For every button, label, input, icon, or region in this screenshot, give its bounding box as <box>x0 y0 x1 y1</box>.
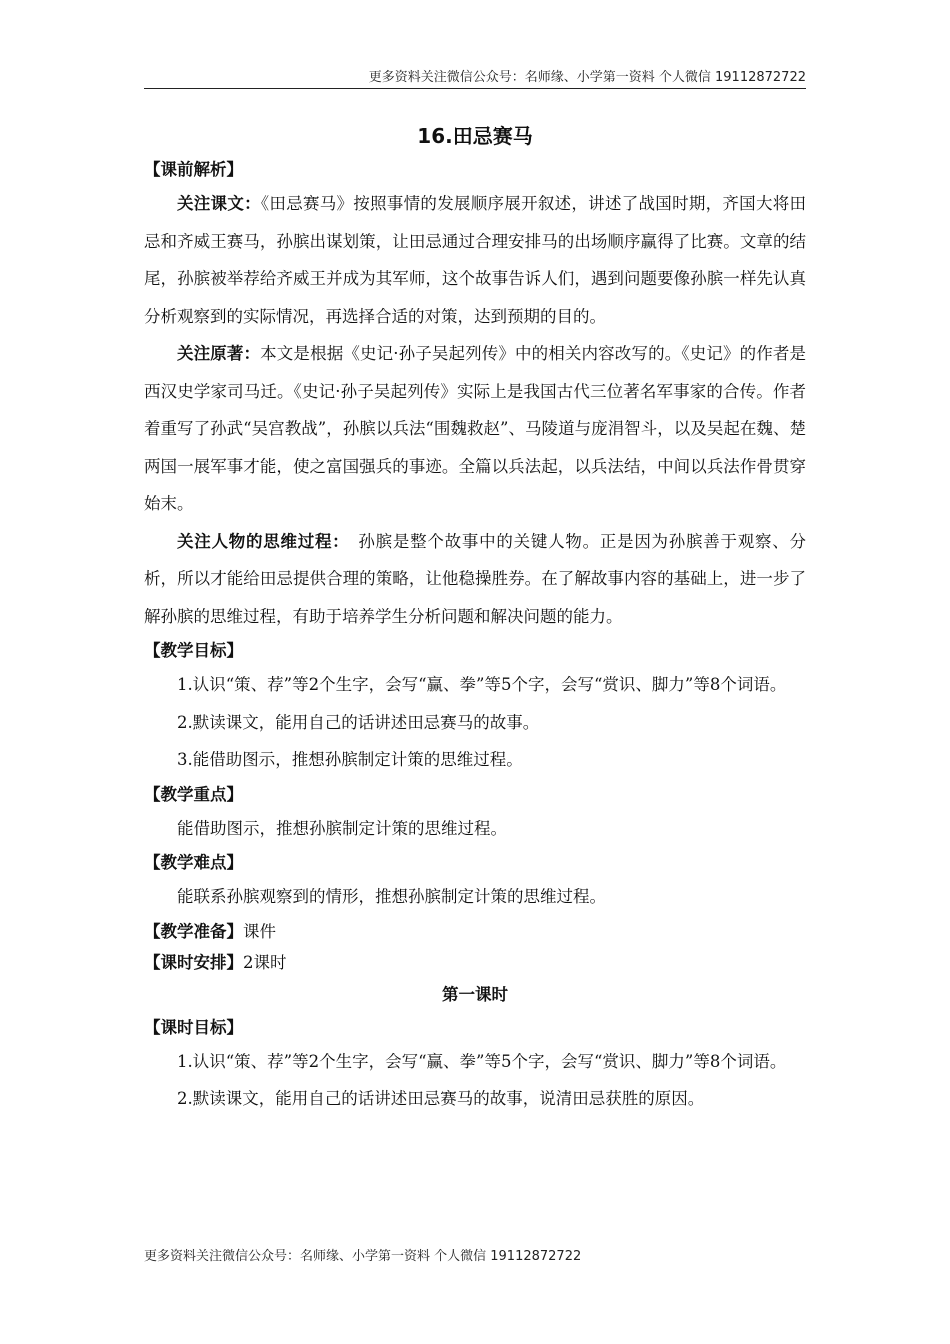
lesson-one-title: 第一课时 <box>442 984 508 1004</box>
preparation-heading: 【教学准备】 <box>144 921 243 941</box>
paragraph-body: 《田忌赛马》按照事情的发展顺序展开叙述，讲述了战国时期，齐国大将田忌和齐威王赛马，孙膑出谋划策，让田忌通过合理安排马的出场顺序赢得了比赛。文章的结尾，孙膑被举荐给齐威王并成为其军师，这个故事告诉人们，遇到问题要像孙膑一样先认真分析观察到的实际情况，再选择合适的对策，达到预期的目的。 <box>144 194 807 326</box>
paragraph-lead: 关注人物的思维过程： <box>177 531 342 551</box>
paragraph-body: 本文是根据《史记·孙子吴起列传》中的相关内容改写的。《史记》的作者是西汉史学家司马迁。《史记·孙子吴起列传》实际上是我国古代三位著名军事家的合传。作者着重写了孙武“吴宫教战”，孙膑以兵法“围魏救赵”、马陵道与庞涓智斗，以及吴起在魏、楚两国一展军事才能，使之富国强兵的事迹。全篇以兵法起，以兵法结，中间以兵法作骨贯穿始末。 <box>144 344 807 513</box>
section-heading-goals: 【教学目标】 <box>144 641 243 660</box>
document-body <box>144 118 806 1118</box>
section-heading-analysis: 【课前解析】 <box>144 160 243 179</box>
section-preparation <box>144 916 806 947</box>
header-text: 更多资料关注微信公众号：名师缘、小学第一资料 个人微信 19112872722 <box>368 70 806 85</box>
section-heading-key-point: 【教学重点】 <box>144 784 243 804</box>
page-header <box>144 64 806 89</box>
section-schedule <box>144 947 806 978</box>
paragraph-focus-original <box>144 335 806 523</box>
lesson-goal-item: 1.认识“策、荐”等2个生字，会写“赢、拳”等5个字，会写“赏识、脚力”等8个词语。 <box>177 1051 787 1071</box>
paragraph-focus-text <box>144 185 806 335</box>
difficulty-text: 能联系孙膑观察到的情形，推想孙膑制定计策的思维过程。 <box>177 887 606 906</box>
preparation-value: 课件 <box>243 921 276 941</box>
schedule-heading: 【课时安排】 <box>144 952 243 972</box>
goal-item: 2.默读课文，能用自己的话讲述田忌赛马的故事。 <box>177 712 540 732</box>
goal-item: 1.认识“策、荐”等2个生字，会写“赢、拳”等5个字，会写“赏识、脚力”等8个词语。 <box>177 675 787 694</box>
section-heading-lesson-goals: 【课时目标】 <box>144 1017 243 1037</box>
paragraph-lead: 关注原著： <box>177 344 261 363</box>
goal-item: 3.能借助图示，推想孙膑制定计策的思维过程。 <box>177 750 523 769</box>
section-heading-difficulty: 【教学难点】 <box>144 853 243 872</box>
key-point-text: 能借助图示，推想孙膑制定计策的思维过程。 <box>177 818 507 838</box>
lesson-goal-item: 2.默读课文，能用自己的话讲述田忌赛马的故事，说清田忌获胜的原因。 <box>177 1089 705 1108</box>
paragraph-body: 孙膑是整个故事中的关键人物。正是因为孙膑善于观察、分析，所以才能给田忌提供合理的策略，让他稳操胜券。在了解故事内容的基础上，进一步了解孙膑的思维过程，有助于培养学生分析问题和解决问题的能力。 <box>144 531 807 626</box>
paragraph-focus-thinking <box>144 523 806 636</box>
schedule-value: 2课时 <box>243 952 287 972</box>
paragraph-lead: 关注课文： <box>177 194 261 213</box>
document-title: 16.田忌赛马 <box>417 124 533 148</box>
page-footer: 更多资料关注微信公众号：名师缘、小学第一资料 个人微信 19112872722 <box>144 1249 582 1264</box>
